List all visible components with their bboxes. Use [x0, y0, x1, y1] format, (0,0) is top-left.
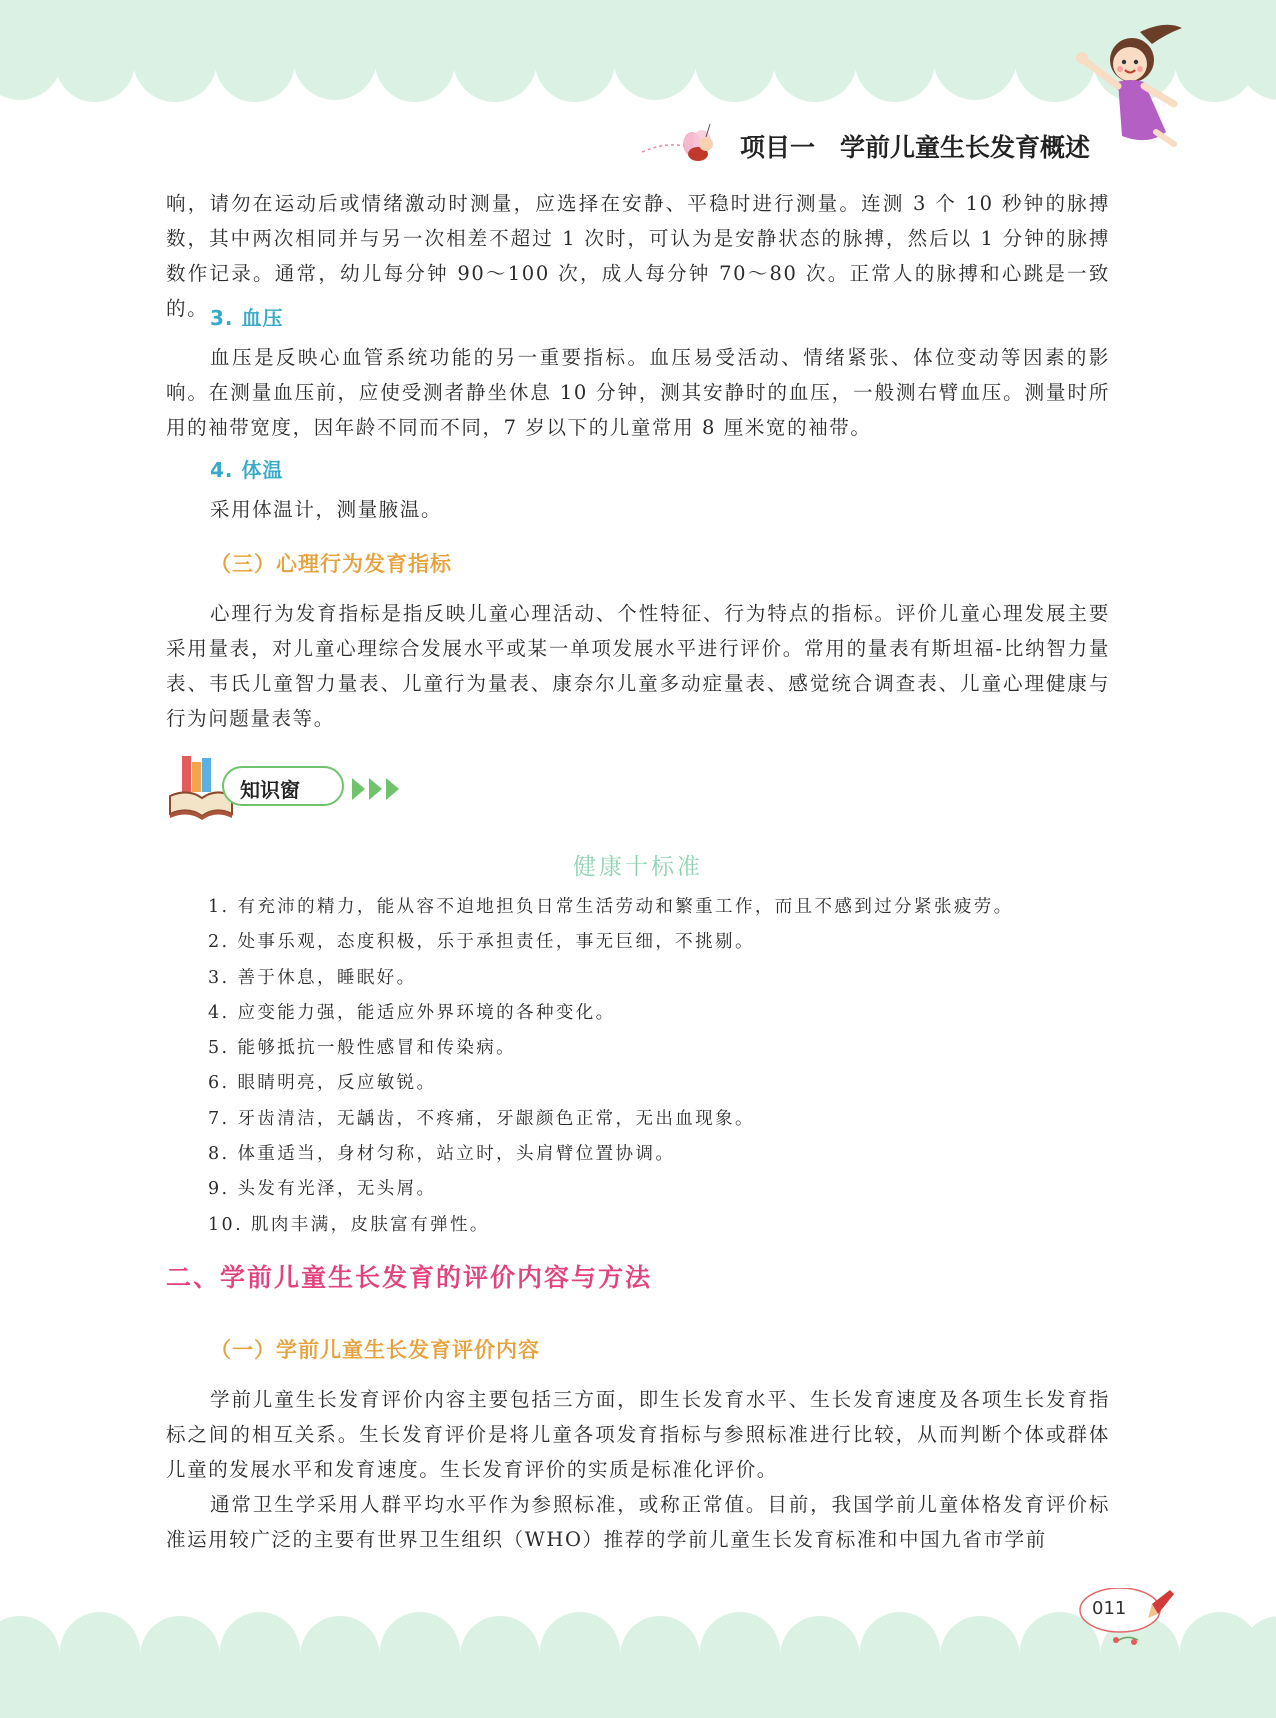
- page-number: 011: [1092, 1598, 1127, 1619]
- list-item: 2. 处事乐观，态度积极，乐于承担责任，事无巨细，不挑剔。: [208, 932, 755, 953]
- list-item: 5. 能够抵抗一般性感冒和传染病。: [208, 1038, 517, 1059]
- girl-illustration: [1070, 20, 1190, 150]
- list-item: 9. 头发有光泽，无头屑。: [208, 1179, 437, 1200]
- list-item: 7. 牙齿清洁，无龋齿，不疼痛，牙龈颜色正常，无出血现象。: [208, 1108, 755, 1129]
- section-2-sub-heading: （一）学前儿童生长发育评价内容: [210, 1337, 540, 1362]
- bp-paragraph: 血压是反映心血管系统功能的另一重要指标。血压易受活动、情绪紧张、体位变动等因素的影响。在测量血压前，应使受测者静坐休息 10 分钟，测其安静时的血压，一般测右臂血压。测量时所用的袖带宽度，因年龄不同而不同，7 岁以下的儿童常用 8 厘米宽的袖带。: [166, 346, 1110, 439]
- knowledge-box-title: 健康十标准: [573, 854, 703, 880]
- pulse-paragraph: 响，请勿在运动后或情绪激动时测量，应选择在安静、平稳时进行测量。连测 3 个 10 秒钟的脉搏数，其中两次相同并与另一次相差不超过 1 次时，可认为是安静状态的脉搏，然后以 1 分钟的脉搏数作记录。通常，幼儿每分钟 90～100 次，成人每分钟 70～80 次。正常人的脉搏和心跳是一致的。: [166, 192, 1110, 320]
- health-standards-list: [208, 890, 1014, 1243]
- bp-heading: 3. 血压: [210, 306, 284, 330]
- knowledge-window-label: 知识窗: [240, 778, 300, 802]
- section-2-paragraph-2: 通常卫生学采用人群平均水平作为参照标准，或称正常值。目前，我国学前儿童体格发育评价标准运用较广泛的主要有世界卫生组织（WHO）推荐的学前儿童生长发育标准和中国九省市学前: [166, 1493, 1110, 1551]
- list-item: 4. 应变能力强，能适应外界环境的各种变化。: [208, 1002, 616, 1023]
- temp-paragraph: 采用体温计，测量腋温。: [210, 498, 443, 521]
- list-item: 1. 有充沛的精力，能从容不迫地担负日常生活劳动和繁重工作，而且不感到过分紧张疲劳。: [208, 897, 1014, 917]
- list-item: 6. 眼睛明亮，反应敏锐。: [208, 1073, 437, 1094]
- list-item: 3. 善于休息，睡眠好。: [208, 967, 417, 988]
- psych-paragraph: 心理行为发育指标是指反映儿童心理活动、个性特征、行为特点的指标。评价儿童心理发展主要采用量表，对儿童心理综合发展水平或某一单项发展水平进行评价。常用的量表有斯坦福-比纳智力量表、韦氏儿童智力量表、儿童行为量表、康奈尔儿童多动症量表、感觉统合调查表、儿童心理健康与行为问题量表等。: [166, 602, 1110, 730]
- section-2-paragraph-1: 学前儿童生长发育评价内容主要包括三方面，即生长发育水平、生长发育速度及各项生长发育指标之间的相互关系。生长发育评价是将儿童各项发育指标与参照标准进行比较，从而判断个体或群体儿童的发展水平和发育速度。生长发育评价的实质是标准化评价。: [166, 1388, 1110, 1481]
- psych-heading: （三）心理行为发育指标: [210, 551, 452, 576]
- temp-heading: 4. 体温: [210, 458, 284, 482]
- triple-arrow-icon: [352, 778, 402, 800]
- bee-illustration: [640, 112, 730, 172]
- header-title: 项目一 学前儿童生长发育概述: [740, 133, 1091, 162]
- list-item: 10. 肌肉丰满，皮肤富有弹性。: [208, 1214, 490, 1235]
- list-item: 8. 体重适当，身材匀称，站立时，头肩臂位置协调。: [208, 1144, 676, 1165]
- section-2-heading: 二、学前儿童生长发育的评价内容与方法: [166, 1263, 653, 1292]
- knowledge-window-banner: [166, 752, 426, 822]
